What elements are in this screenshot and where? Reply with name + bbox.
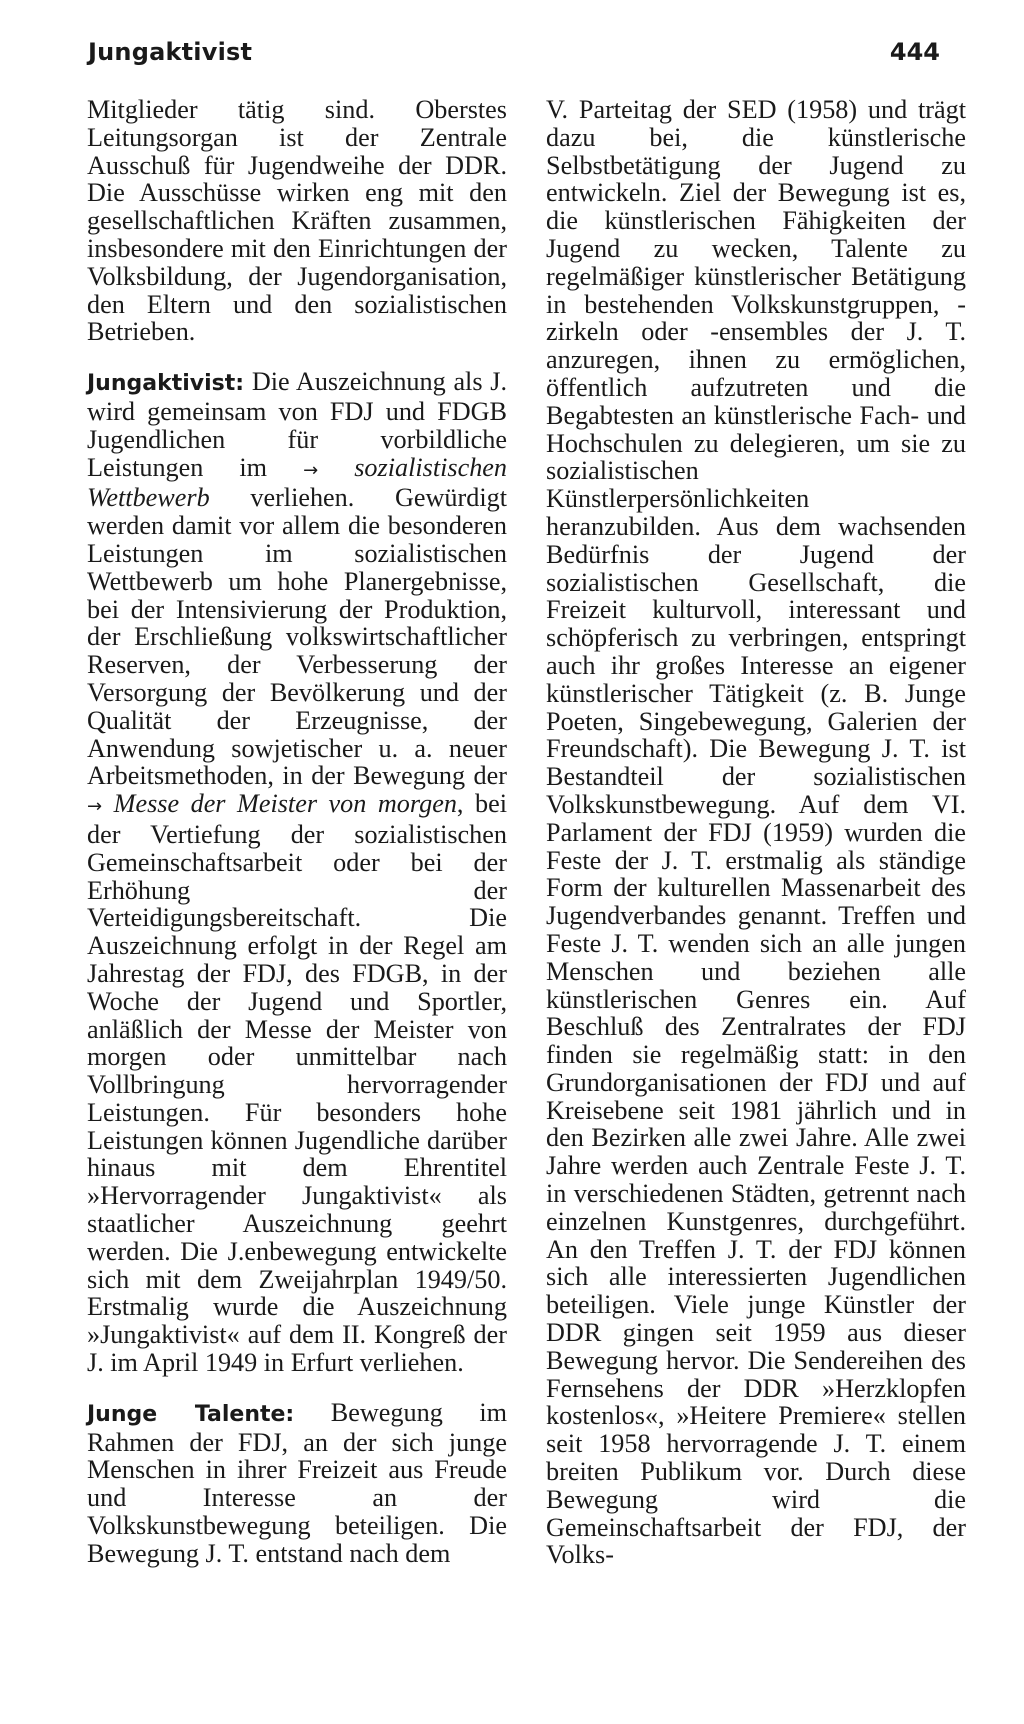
entry-text: verliehen. Gewürdigt werden damit vor allem die besonderen Leistungen im sozialistischen Wettbewerb um hohe Planergebnisse, bei der Intensivierung der Produktion, der Erschließung volkswirtschaftlicher Reserven, der Verbesserung der Versorgung der Bevölkerung und der Qualität der Erzeugnisse, der Anwendung sowjetischer u. a. neuer Arbeitsmethoden, in der Bewegung der (87, 483, 507, 791)
page-number: 444 (889, 38, 940, 66)
cross-reference-arrow-icon: → (303, 459, 319, 481)
left-column (87, 96, 507, 1568)
entry-text: , bei der Vertiefung der sozialistischen Gemeinschaftsarbeit oder bei der Erhöhung der Verteidigungsbereitschaft. Die Auszeichnung erfolgt in der Regel am Jahrestag der FDJ, des FDGB, in der Woche der Jugend und Sportler, anläßlich der Messe der Meister von morgen oder unmittelbar nach Vollbringung hervorragender Leistungen. Für besonders hohe Leistungen können Jugendliche darüber hinaus mit dem Ehrentitel »Hervorragender Jungaktivist« als staatlicher Auszeichnung geehrt werden. Die J.enbewegung entwickelte sich mit dem Zweijahrplan 1949/50. Erstmalig wurde die Auszeichnung »Jungaktivist« auf dem II. Kongreß der J. im April 1949 in Erfurt verliehen. (87, 789, 507, 1378)
paragraph-jugendweihe-continued: Mitglieder tätig sind. Oberstes Leitungsorgan ist der Zentrale Ausschuß für Jugendweihe der DDR. Die Ausschüsse wirken eng mit den gesellschaftlichen Kräften zusammen, insbesondere mit den Einrichtungen der Volksbildung, der Jugendorganisation, den Eltern und den sozialistischen Betrieben. (87, 95, 507, 347)
entry-text: Bewegung im Rahmen der FDJ, an der sich junge Menschen in ihrer Freizeit aus Freude und Interesse an der Volkskunstbewegung beteiligen. Die Bewegung J. T. entstand nach dem (87, 1397, 507, 1568)
running-head: Jungaktivist (88, 38, 253, 66)
cross-reference-sozialistischer-wettbewerb[interactable]: sozialistischen Wettbewerb (87, 452, 507, 513)
cross-reference-messe-der-meister[interactable]: Messe der Meister von morgen (113, 789, 457, 819)
cross-reference-arrow-icon: → (87, 796, 103, 818)
page-header (88, 38, 940, 74)
entry-jungaktivist (87, 368, 507, 1377)
paragraph-junge-talente-continued: V. Parteitag der SED (1958) und trägt dazu bei, die künstlerische Selbstbetätigung der Jugend zu entwickeln. Ziel der Bewegung ist es, die künstlerischen Fähigkeiten der Jugend zu wecken, Talente zu regelmäßiger künstlerischer Betätigung in bestehenden Volkskunstgruppen, -zirkeln oder -ensembles der J. T. anzuregen, ihnen zu ermöglichen, öffentlich aufzutreten und die Begabtesten an künstlerische Fach- und Hochschulen zu delegieren, um sie zu sozialistischen Künstlerpersönlichkeiten heranzubilden. Aus dem wachsenden Bedürfnis der Jugend der sozialistischen Gesellschaft, die Freizeit kulturvoll, interessant und schöpferisch zu verbringen, entspringt auch ihr großes Interesse an eigener künstlerischer Tätigkeit (z. B. Junge Poeten, Singebewegung, Galerien der Freundschaft). Die Bewegung J. T. ist Bestandteil der sozialistischen Volkskunstbewegung. Auf dem VI. Parlament der FDJ (1959) wurden die Feste der J. T. erstmalig als ständige Form der kulturellen Massenarbeit des Jugendverbandes genannt. Treffen und Feste J. T. wenden sich an alle jungen Menschen und beziehen alle künstlerischen Genres ein. Auf Beschluß des Zentralrates der FDJ finden sie regelmäßig statt: in den Grundorganisationen der FDJ und auf Kreisebene seit 1981 jährlich und in den Bezirken alle zwei Jahre. Alle zwei Jahre werden auch Zentrale Feste J. T. in verschiedenen Städten, getrennt nach einzelnen Kunstgenres, durchgeführt. An den Treffen J. T. der FDJ können sich alle interessierten Jugendlichen beteiligen. Viele junge Künstler der DDR gingen seit 1959 aus dieser Bewegung hervor. Die Sendereihen des Fernsehens der DDR »Herzklopfen kostenlos«, »Heitere Premiere« stellen seit 1958 hervorragende J. T. einem breiten Publikum vor. Durch diese Bewegung wird die Gemeinschaftsarbeit der FDJ, der Volks- (546, 95, 966, 1570)
lemma-jungaktivist: Jungaktivist: (87, 371, 245, 397)
entry-text: Die Auszeichnung als J. wird gemeinsam von FDJ und FDGB Jugendlichen für vorbildliche Leistungen im (87, 367, 507, 482)
lemma-junge-talente: Junge Talente: (87, 1401, 295, 1427)
entry-junge-talente (87, 1399, 507, 1568)
right-column (546, 96, 966, 1569)
